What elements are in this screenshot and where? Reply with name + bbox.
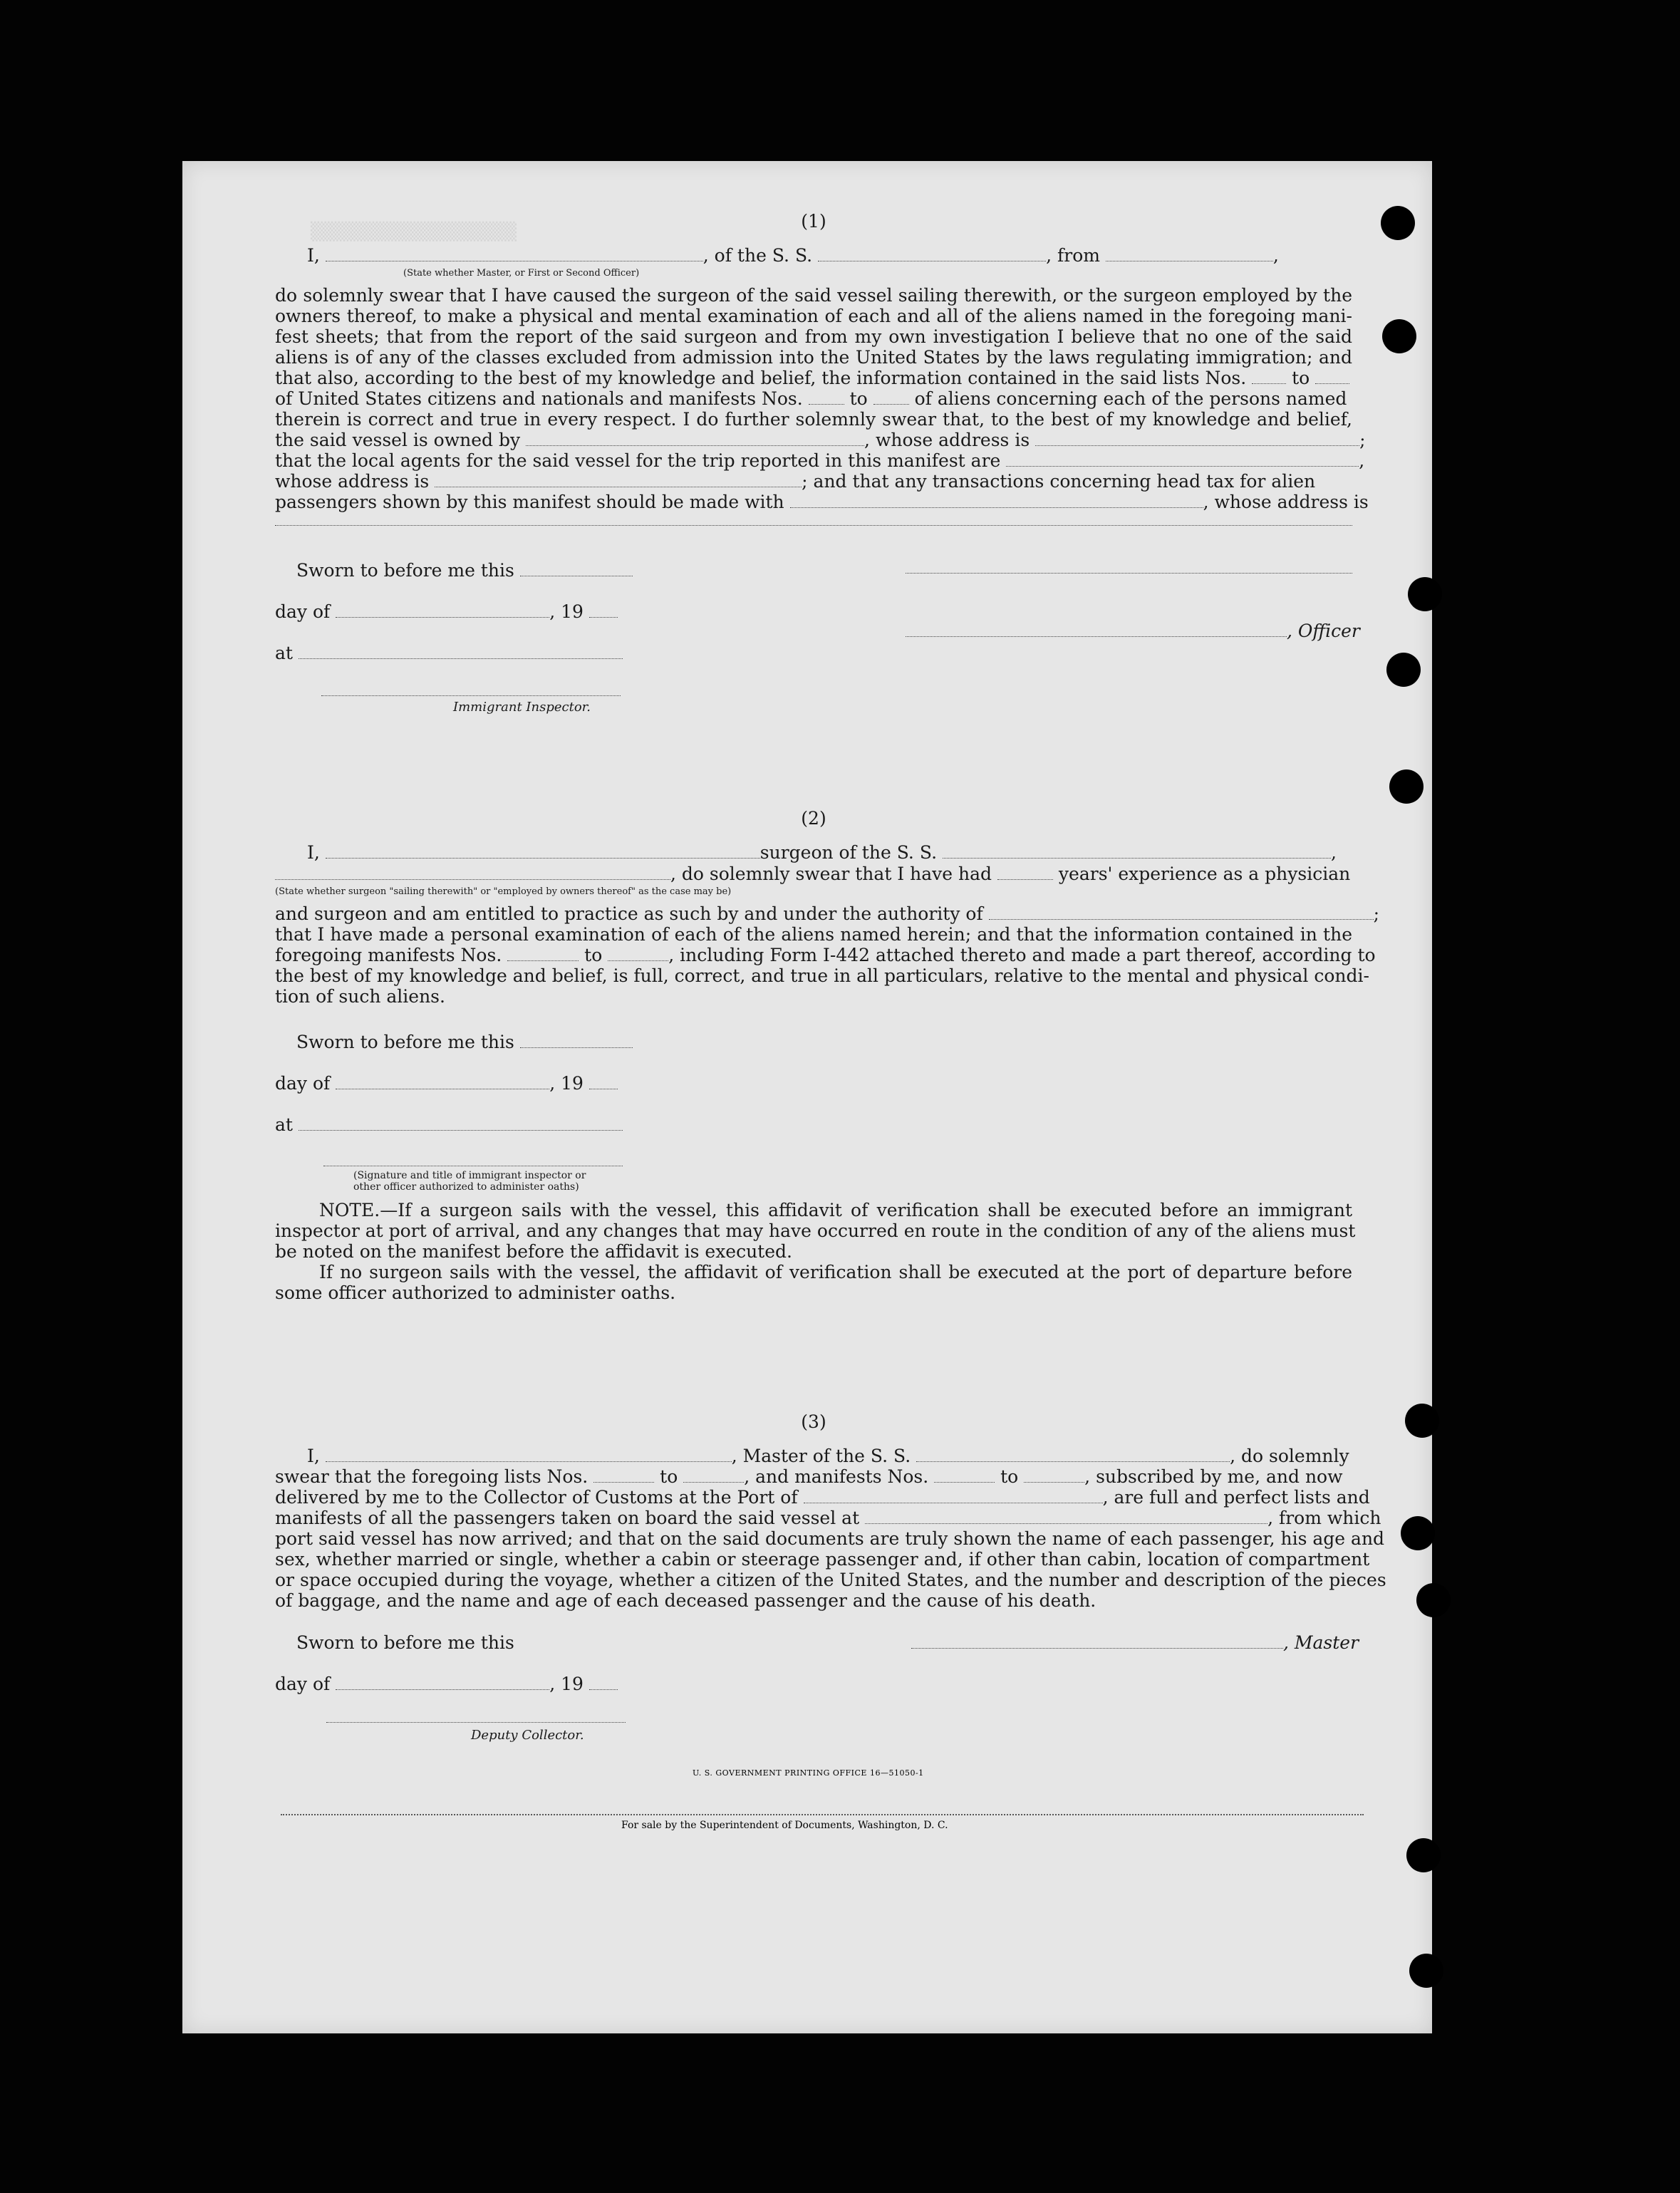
s3-perfect-label: , are full and perfect lists and <box>1102 1487 1370 1508</box>
s3-to-label-2: to <box>1000 1466 1019 1487</box>
s1-rank-caption: (State whether Master, or First or Second Officer) <box>403 268 640 279</box>
s2-sworn <box>296 1032 633 1052</box>
punch-hole <box>1382 319 1416 353</box>
inspector-signature-line[interactable] <box>321 695 621 696</box>
surgeon-type-field[interactable] <box>275 866 670 880</box>
local-agents-field[interactable] <box>1006 453 1359 467</box>
s1-owner-address-label: , whose address is <box>864 430 1030 450</box>
s1-dayof-label: day of <box>275 601 331 622</box>
s1-line-11 <box>275 471 1315 492</box>
s2-month-field[interactable] <box>336 1076 549 1089</box>
s2-manifests-to-field[interactable] <box>608 948 668 961</box>
s2-dayof <box>275 1073 618 1094</box>
punch-hole <box>1401 1516 1435 1550</box>
s1-comma-2: , <box>1359 450 1365 471</box>
s1-i-label: I, <box>307 245 320 266</box>
s1-lists-label: that also, according to the best of my knowledge and belief, the information contained in the said lists Nos. <box>275 368 1247 388</box>
s1-year-field[interactable] <box>589 604 618 618</box>
s1-made-with-label: passengers shown by this manifest should be made with <box>275 492 784 512</box>
departure-port-field[interactable] <box>1106 248 1273 261</box>
s3-dayof-label: day of <box>275 1674 331 1694</box>
s3-year-prefix: , 19 <box>549 1674 584 1694</box>
s1-paragraph-line: fest sheets; that from the report of the said surgeon and from my own investigation I believe that no one of the said <box>275 326 1352 347</box>
s3-master <box>911 1632 1359 1653</box>
s2-year-prefix: , 19 <box>549 1073 584 1094</box>
s2-experience-label: , do solemnly swear that I have had <box>670 864 992 884</box>
s3-paragraph-line: of baggage, and the name and age of each deceased passenger and the cause of his death. <box>275 1590 1096 1611</box>
s1-headtax-label: ; and that any transactions concerning head tax for alien <box>802 471 1316 492</box>
s3-port-label: delivered by me to the Collector of Customs at the Port of <box>275 1487 798 1508</box>
sale-notice: For sale by the Superintendent of Documents, Washington, D. C. <box>621 1820 948 1831</box>
s1-headtax-address-label: , whose address is <box>1203 492 1369 512</box>
s1-sworn <box>296 560 633 581</box>
s1-from-label: , from <box>1046 245 1100 266</box>
s1-line-10 <box>275 450 1364 471</box>
note-line: inspector at port of arrival, and any changes that may have occurred en route in the condition of any of the aliens must <box>275 1220 1356 1241</box>
s1-at-label: at <box>275 643 293 663</box>
section-2-number: (2) <box>801 808 826 829</box>
citizen-lists-to-field[interactable] <box>1315 370 1349 384</box>
s2-sig-caption-2: other officer authorized to administer oaths) <box>353 1181 579 1193</box>
s3-month-field[interactable] <box>336 1676 549 1690</box>
agents-address-field[interactable] <box>435 474 802 487</box>
s1-ss-label: , of the S. S. <box>702 245 813 266</box>
headtax-address-field[interactable] <box>275 512 1352 526</box>
citizen-lists-from-field[interactable] <box>1252 370 1286 384</box>
s1-manifests-label: of United States citizens and nationals and manifests Nos. <box>275 388 803 409</box>
s1-year-prefix: , 19 <box>549 601 584 622</box>
note-line: be noted on the manifest before the affidavit is executed. <box>275 1241 792 1262</box>
s1-paragraph-line: owners thereof, to make a physical and mental examination of each and all of the aliens named in the foregoing mani- <box>275 306 1352 326</box>
s3-paragraph-line: or space occupied during the voyage, whether a citizen of the United States, and the number and description of the pieces <box>275 1570 1386 1590</box>
s2-manifests-label: foregoing manifests Nos. <box>275 945 502 965</box>
s1-to-label-2: to <box>849 388 868 409</box>
owner-address-field[interactable] <box>1035 432 1359 446</box>
officer-signature-line-top[interactable] <box>906 560 1352 574</box>
s2-authority-label: and surgeon and am entitled to practice as such by and under the authority of <box>275 903 983 924</box>
printing-office-line: U. S. GOVERNMENT PRINTING OFFICE 16—51050-1 <box>693 1768 924 1778</box>
s3-line-1 <box>307 1446 1349 1466</box>
s3-paragraph-line: sex, whether married or single, whether a cabin or steerage passenger and, if other than cabin, location of compartment <box>275 1549 1370 1570</box>
s1-owned-label: the said vessel is owned by <box>275 430 521 450</box>
s2-surgeon-caption: (State whether surgeon "sailing therewith" or "employed by owners thereof" as the case may be) <box>275 886 732 897</box>
s2-line-3 <box>275 903 1379 924</box>
punch-hole <box>1405 1404 1439 1438</box>
port-of-arrival-field[interactable] <box>804 1490 1103 1503</box>
s3-paragraph-line: port said vessel has now arrived; and that on the said documents are truly shown the name of each passenger, his age and <box>275 1528 1385 1549</box>
s2-manifests-from-field[interactable] <box>507 948 579 961</box>
s3-sworn-label: Sworn to before me this <box>296 1632 514 1653</box>
s3-lists-from-field[interactable] <box>593 1469 654 1483</box>
s1-comma: , <box>1272 245 1279 266</box>
vessel-name-field[interactable] <box>818 248 1046 261</box>
section-3-number: (3) <box>801 1411 826 1432</box>
s3-from-which-label: , from which <box>1267 1508 1381 1528</box>
note-line: NOTE.—If a surgeon sails with the vessel, this affidavit of verification shall be executed before an immigrant <box>319 1200 1352 1220</box>
s3-sworn <box>296 1632 514 1653</box>
s2-line-1 <box>307 842 1337 863</box>
s1-at <box>275 643 623 663</box>
s1-line-6 <box>275 368 1349 388</box>
s2-semicolon: ; <box>1373 903 1380 924</box>
s1-sworn-date-field[interactable] <box>520 563 633 576</box>
s1-agents-label: that the local agents for the said vessel for the trip reported in this manifest are <box>275 450 1001 471</box>
officer-label: , Officer <box>1287 621 1360 641</box>
vessel-owner-field[interactable] <box>526 432 864 446</box>
s3-line-2 <box>275 1466 1343 1487</box>
s2-i-label: I, <box>307 842 320 863</box>
s2-year-field[interactable] <box>589 1076 618 1089</box>
s3-to-label: to <box>660 1466 678 1487</box>
master-label: , Master <box>1283 1632 1359 1653</box>
punch-hole <box>1386 653 1421 687</box>
s3-line-4 <box>275 1508 1381 1528</box>
s2-place-field[interactable] <box>299 1117 623 1131</box>
s2-vessel-field[interactable] <box>943 845 1331 859</box>
s2-form-label: , including Form I-442 attached thereto and made a part thereof, according to <box>668 945 1376 965</box>
s2-line-7: tion of such aliens. <box>275 986 445 1007</box>
s1-line-12 <box>275 492 1369 512</box>
alien-manifests-to-field[interactable] <box>873 391 909 405</box>
s2-paragraph-line: the best of my knowledge and belief, is full, correct, and true in all particulars, relative to the mental and physical condi- <box>275 965 1369 986</box>
s1-dayof <box>275 601 618 622</box>
s2-paragraph-line: that I have made a personal examination of each of the aliens named herein; and that the information contained in the <box>275 924 1352 945</box>
s1-paragraph-line: aliens is of any of the classes excluded from admission into the United States by the laws regulating immigration; and <box>275 347 1352 368</box>
s3-year-field[interactable] <box>589 1676 618 1690</box>
s3-subscribed-label: , subscribed by me, and now <box>1084 1466 1343 1487</box>
s1-paragraph-line: do solemnly swear that I have caused the surgeon of the said vessel sailing therewith, or the surgeon employed by the <box>275 285 1352 306</box>
s2-years-label: years' experience as a physician <box>1058 864 1351 884</box>
s3-manifests-from-field[interactable] <box>934 1469 995 1483</box>
s1-paragraph-line: therein is correct and true in every respect. I do further solemnly swear that, to the best of my knowledge and belief, <box>275 409 1352 430</box>
port-of-embarkation-field[interactable] <box>865 1510 1267 1524</box>
s3-dayof <box>275 1674 618 1694</box>
punch-hole <box>1408 577 1442 611</box>
s2-line-2 <box>275 864 1350 884</box>
s3-line-3 <box>275 1487 1370 1508</box>
bleed-through-text: ▒▒▒▒▒▒▒▒▒▒▒▒▒▒▒▒▒▒▒▒ <box>311 222 517 242</box>
s2-comma: , <box>1330 842 1337 863</box>
s2-dayof-label: day of <box>275 1073 331 1094</box>
bottom-rule <box>281 1814 1364 1815</box>
headtax-party-field[interactable] <box>790 494 1203 508</box>
s2-at <box>275 1114 623 1135</box>
s1-line-9 <box>275 430 1366 450</box>
s2-sworn-date-field[interactable] <box>520 1035 633 1048</box>
s2-sworn-label: Sworn to before me this <box>296 1032 514 1052</box>
master-name-field[interactable] <box>326 1448 732 1462</box>
document-page <box>182 161 1432 2033</box>
s3-manifests-to-field[interactable] <box>1024 1469 1084 1483</box>
s2-ss-label: surgeon of the S. S. <box>759 842 938 863</box>
master-signature-field[interactable] <box>911 1635 1283 1649</box>
s3-solemnly-label: , do solemnly <box>1230 1446 1349 1466</box>
officer-signature-field[interactable] <box>906 623 1287 637</box>
s3-lists-to-field[interactable] <box>683 1469 744 1483</box>
s2-sig-caption-1: (Signature and title of immigrant inspector or <box>353 1170 586 1181</box>
inspector-label: Immigrant Inspector. <box>453 700 591 715</box>
authority-field[interactable] <box>989 906 1374 920</box>
s3-i-label: I, <box>307 1446 320 1466</box>
s1-semicolon: ; <box>1359 430 1366 450</box>
s2-line-5 <box>275 945 1376 965</box>
s3-ss-label: , Master of the S. S. <box>731 1446 911 1466</box>
s1-to-label: to <box>1292 368 1310 388</box>
s1-aliens-label: of aliens concerning each of the persons named <box>914 388 1347 409</box>
collector-signature-line[interactable] <box>326 1722 626 1723</box>
s1-sworn-label: Sworn to before me this <box>296 560 514 581</box>
s1-officer <box>906 621 1360 641</box>
punch-hole <box>1389 769 1424 804</box>
s2-at-label: at <box>275 1114 293 1135</box>
s3-manifests-label: , and manifests Nos. <box>744 1466 929 1487</box>
years-experience-field[interactable] <box>997 866 1053 880</box>
punch-hole <box>1381 206 1415 240</box>
collector-label: Deputy Collector. <box>471 1728 584 1743</box>
s1-line-7 <box>275 388 1347 409</box>
punch-hole <box>1406 1838 1441 1872</box>
s1-agents-address-label: whose address is <box>275 471 430 492</box>
punch-hole <box>1416 1583 1451 1617</box>
officer-rank-field[interactable] <box>326 248 703 261</box>
note-line: some officer authorized to administer oaths. <box>275 1282 676 1303</box>
s1-place-field[interactable] <box>299 646 623 659</box>
note-line: If no surgeon sails with the vessel, the affidavit of verification shall be executed at the port of departure before <box>319 1262 1352 1282</box>
alien-manifests-from-field[interactable] <box>809 391 844 405</box>
s3-lists-label: swear that the foregoing lists Nos. <box>275 1466 588 1487</box>
s1-line-1 <box>307 245 1279 266</box>
s3-vessel-field[interactable] <box>916 1448 1230 1462</box>
section-1-number: (1) <box>801 211 826 232</box>
punch-hole <box>1409 1954 1443 1988</box>
surgeon-name-field[interactable] <box>326 845 760 859</box>
s1-month-field[interactable] <box>336 604 549 618</box>
s3-onboard-label: manifests of all the passengers taken on board the said vessel at <box>275 1508 860 1528</box>
s2-to-label: to <box>584 945 603 965</box>
